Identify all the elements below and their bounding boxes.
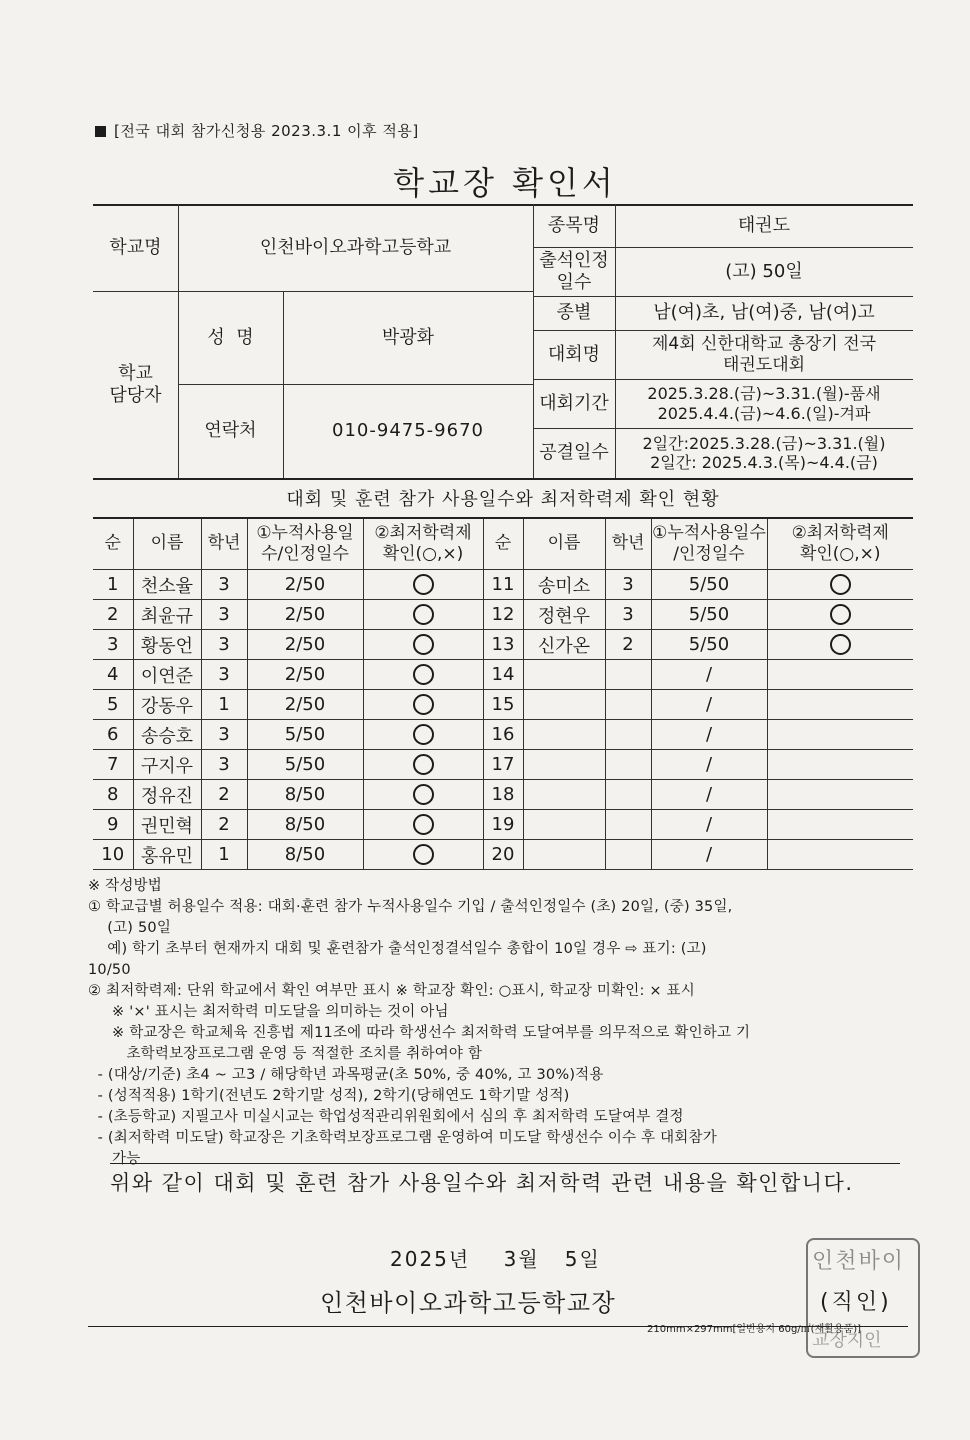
check-cell — [363, 600, 483, 630]
table-row — [93, 630, 913, 660]
student-days-cell: / — [651, 690, 767, 720]
note-line: 가능 — [88, 1151, 141, 1167]
student-name-cell: 정유진 — [133, 780, 201, 810]
check-cell — [767, 810, 913, 840]
student-name-cell: 이연준 — [133, 660, 201, 690]
table-row — [93, 570, 913, 600]
form-header-text: [전국 대회 참가신청용 2023.3.1 이후 적용] — [114, 122, 419, 140]
student-no-cell: 11 — [483, 570, 523, 600]
note-line: ② 최저학력제: 단위 학교에서 확인 여부만 표시 ※ 학교장 확인: ○표시, 학교장 미확인: × 표시 — [88, 983, 695, 999]
check-cell — [767, 720, 913, 750]
competition-value: 제4회 신한대학교 총장기 전국 태권도대회 — [651, 334, 877, 375]
note-line: (고) 50일 — [88, 920, 172, 936]
staff-name: 박광화 — [381, 326, 435, 348]
student-days-cell: 2/50 — [247, 690, 363, 720]
student-name-cell: 권민혁 — [133, 810, 201, 840]
section-title: 대회 및 훈련 참가 사용일수와 최저학력제 확인 현황 — [286, 489, 720, 510]
circle-check-mark-icon — [830, 574, 851, 595]
student-grade-cell: 3 — [201, 720, 247, 750]
check-cell — [363, 780, 483, 810]
attend-label: 출석인정 일수 — [539, 249, 609, 293]
check-cell — [767, 570, 913, 600]
col-header: 순 — [483, 519, 523, 570]
table-row — [93, 780, 913, 810]
seal-text-top: 인천바이 — [812, 1249, 906, 1274]
student-no-cell: 4 — [93, 660, 133, 690]
col-header: ②최저학력제 확인(○,×) — [767, 519, 913, 570]
col-header: ①누적사용일 수/인정일수 — [247, 519, 363, 570]
student-name-cell: 최윤규 — [133, 600, 201, 630]
col-header: 학년 — [201, 519, 247, 570]
student-name-cell — [523, 720, 605, 750]
contact-value: 010-9475-9670 — [332, 420, 484, 442]
student-no-cell: 12 — [483, 600, 523, 630]
student-no-cell: 19 — [483, 810, 523, 840]
table-row — [93, 690, 913, 720]
student-days-cell: / — [651, 810, 767, 840]
student-no-cell: 2 — [93, 600, 133, 630]
student-days-cell: 2/50 — [247, 570, 363, 600]
school-label: 학교명 — [109, 236, 162, 258]
check-cell — [363, 690, 483, 720]
note-line: ※ '×' 표시는 최저학력 미도달을 의미하는 것이 아님 — [88, 1004, 449, 1020]
table-row — [93, 600, 913, 630]
check-cell — [363, 570, 483, 600]
student-no-cell: 5 — [93, 690, 133, 720]
check-cell — [363, 630, 483, 660]
student-no-cell: 20 — [483, 840, 523, 870]
confirm-statement: 위와 같이 대회 및 훈련 참가 사용일수와 최저학력 관련 내용을 확인합니다. — [110, 1171, 854, 1195]
check-cell — [363, 840, 483, 870]
check-cell — [767, 660, 913, 690]
student-grade-cell: 3 — [605, 600, 651, 630]
student-name-cell — [523, 840, 605, 870]
col-header: 이름 — [523, 519, 605, 570]
table-bottom-border — [93, 478, 913, 480]
event-value: 태권도 — [737, 214, 791, 236]
circle-check-mark-icon — [413, 694, 434, 715]
student-days-cell: 8/50 — [247, 810, 363, 840]
table-row — [93, 750, 913, 780]
student-no-cell: 6 — [93, 720, 133, 750]
student-name-cell: 강동우 — [133, 690, 201, 720]
school-name: 인천바이오과학고등학교 — [259, 236, 452, 258]
competition-label: 대회명 — [547, 343, 601, 365]
student-no-cell: 18 — [483, 780, 523, 810]
student-name-cell: 정현우 — [523, 600, 605, 630]
student-name-cell — [523, 750, 605, 780]
circle-check-mark-icon — [413, 814, 434, 835]
student-no-cell: 7 — [93, 750, 133, 780]
student-table-top-border — [93, 517, 913, 519]
student-days-cell: 2/50 — [247, 630, 363, 660]
check-cell — [767, 750, 913, 780]
check-cell — [767, 780, 913, 810]
check-cell — [767, 840, 913, 870]
student-grade-cell: 2 — [605, 630, 651, 660]
student-days-cell: / — [651, 660, 767, 690]
note-line: - (최저학력 미도달) 학교장은 기초학력보장프로그램 운영하여 미도달 학생선수 이수 후 대회참가 — [88, 1130, 717, 1146]
circle-check-mark-icon — [413, 844, 434, 865]
seal-note: (직인) — [820, 1290, 892, 1315]
col-header: 이름 — [133, 519, 201, 570]
student-name-cell: 황동언 — [133, 630, 201, 660]
col-header: ①누적사용일수 /인정일수 — [651, 519, 767, 570]
student-name-cell — [523, 690, 605, 720]
student-name-cell: 신가온 — [523, 630, 605, 660]
student-grade-cell: 1 — [201, 690, 247, 720]
circle-check-mark-icon — [413, 784, 434, 805]
circle-check-mark-icon — [830, 604, 851, 625]
col-header: 순 — [93, 519, 133, 570]
note-line: 10/50 — [88, 962, 131, 978]
event-label: 종목명 — [547, 214, 601, 236]
student-grade-cell — [605, 660, 651, 690]
circle-check-mark-icon — [413, 574, 434, 595]
student-days-cell: 2/50 — [247, 660, 363, 690]
document-title: 학교장 확인서 — [393, 164, 617, 202]
circle-check-mark-icon — [413, 634, 434, 655]
student-days-cell: / — [651, 840, 767, 870]
note-line: 초학력보장프로그램 운영 등 적절한 조치를 취하여야 함 — [88, 1046, 483, 1062]
table-row — [93, 840, 913, 870]
student-grade-cell: 3 — [201, 630, 247, 660]
note-line: ※ 학교장은 학교체육 진흥법 제11조에 따라 학생선수 최저학력 도달여부를 의무적으로 확인하고 기 — [88, 1025, 751, 1041]
attend-value: (고) 50일 — [725, 260, 803, 282]
student-no-cell: 3 — [93, 630, 133, 660]
student-days-cell: 5/50 — [651, 570, 767, 600]
circle-check-mark-icon — [413, 664, 434, 685]
note-line: - (초등학교) 지필고사 미실시교는 학업성적관리위원회에서 심의 후 최저학력 도달여부 결정 — [88, 1109, 684, 1125]
student-no-cell: 15 — [483, 690, 523, 720]
circle-check-mark-icon — [413, 754, 434, 775]
student-grade-cell: 3 — [201, 660, 247, 690]
student-name-cell: 천소율 — [133, 570, 201, 600]
staff-label: 학교 담당자 — [109, 362, 162, 406]
check-cell — [363, 660, 483, 690]
check-cell — [767, 630, 913, 660]
note-line: ① 학교급별 허용일수 적용: 대회·훈련 참가 누적사용일수 기입 / 출석인정일수 (초) 20일, (중) 35일, — [88, 899, 733, 915]
student-days-cell: 8/50 — [247, 840, 363, 870]
student-days-cell: 8/50 — [247, 780, 363, 810]
student-days-cell: / — [651, 720, 767, 750]
student-no-cell: 17 — [483, 750, 523, 780]
check-cell — [767, 690, 913, 720]
student-grade-cell — [605, 780, 651, 810]
table-row — [93, 810, 913, 840]
confirm-divider — [110, 1163, 900, 1164]
note-line: - (대상/기준) 초4 ~ 고3 / 해당학년 과목평균(초 50%, 중 40%, 고 30%)적용 — [88, 1067, 604, 1083]
contact-label: 연락처 — [204, 420, 257, 442]
type-value: 남(여)초, 남(여)중, 남(여)고 — [653, 302, 875, 324]
student-name-cell: 홍유민 — [133, 840, 201, 870]
student-days-cell: 5/50 — [651, 600, 767, 630]
student-table-header — [93, 519, 913, 570]
student-name-cell — [523, 780, 605, 810]
student-name-cell: 구지우 — [133, 750, 201, 780]
student-name-cell — [523, 810, 605, 840]
absence-label: 공결일수 — [539, 442, 609, 464]
check-cell — [363, 750, 483, 780]
student-name-cell: 송미소 — [523, 570, 605, 600]
col-header: ②최저학력제 확인(○,×) — [363, 519, 483, 570]
student-table — [93, 518, 913, 870]
paper-spec: 210mm×297mm[일반용지 60g/㎡(재활용품)] — [647, 1324, 862, 1335]
period-value: 2025.3.28.(금)~3.31.(월)-품새 2025.4.4.(금)~4.6.(일)-겨파 — [647, 384, 881, 423]
student-no-cell: 8 — [93, 780, 133, 810]
note-line: 예) 학기 초부터 현재까지 대회 및 훈련참가 출석인정결석일수 총합이 10일 경우 ⇨ 표기: (고) — [88, 941, 707, 957]
student-days-cell: 5/50 — [651, 630, 767, 660]
student-grade-cell: 3 — [605, 570, 651, 600]
student-grade-cell — [605, 690, 651, 720]
note-line: - (성적적용) 1학기(전년도 2학기말 성적), 2학기(당해연도 1학기말 성적) — [88, 1088, 570, 1104]
student-no-cell: 16 — [483, 720, 523, 750]
absence-value: 2일간:2025.3.28.(금)~3.31.(월) 2일간: 2025.4.3.(목)~4.4.(금) — [642, 433, 886, 472]
signer-name: 인천바이오과학고등학교장 — [320, 1289, 617, 1317]
type-label: 종별 — [556, 302, 592, 324]
form-header — [95, 120, 419, 141]
student-no-cell: 10 — [93, 840, 133, 870]
table-row — [93, 720, 913, 750]
check-cell — [767, 600, 913, 630]
student-grade-cell: 2 — [201, 780, 247, 810]
student-no-cell: 13 — [483, 630, 523, 660]
student-no-cell: 14 — [483, 660, 523, 690]
student-name-cell — [523, 660, 605, 690]
student-grade-cell — [605, 810, 651, 840]
circle-check-mark-icon — [830, 634, 851, 655]
col-header: 학년 — [605, 519, 651, 570]
student-name-cell: 송승호 — [133, 720, 201, 750]
note-line: ※ 작성방법 — [88, 878, 162, 894]
student-days-cell: / — [651, 780, 767, 810]
notes-section — [88, 876, 918, 1170]
student-grade-cell: 3 — [201, 600, 247, 630]
student-grade-cell — [605, 720, 651, 750]
student-days-cell: 5/50 — [247, 720, 363, 750]
check-cell — [363, 810, 483, 840]
circle-check-mark-icon — [413, 724, 434, 745]
student-grade-cell — [605, 840, 651, 870]
circle-check-mark-icon — [413, 604, 434, 625]
student-grade-cell: 3 — [201, 750, 247, 780]
seal-text-bottom: 교장지인 — [812, 1330, 882, 1351]
student-grade-cell — [605, 750, 651, 780]
check-cell — [363, 720, 483, 750]
student-no-cell: 9 — [93, 810, 133, 840]
student-days-cell: 5/50 — [247, 750, 363, 780]
confirm-date: 2025년 3월 5일 — [390, 1247, 601, 1271]
student-no-cell: 1 — [93, 570, 133, 600]
table-row — [93, 660, 913, 690]
student-days-cell: / — [651, 750, 767, 780]
student-grade-cell: 1 — [201, 840, 247, 870]
name-label: 성 명 — [207, 326, 254, 348]
period-label: 대회기간 — [539, 392, 609, 414]
student-grade-cell: 2 — [201, 810, 247, 840]
square-bullet-icon — [95, 126, 106, 137]
student-days-cell: 2/50 — [247, 600, 363, 630]
student-grade-cell: 3 — [201, 570, 247, 600]
